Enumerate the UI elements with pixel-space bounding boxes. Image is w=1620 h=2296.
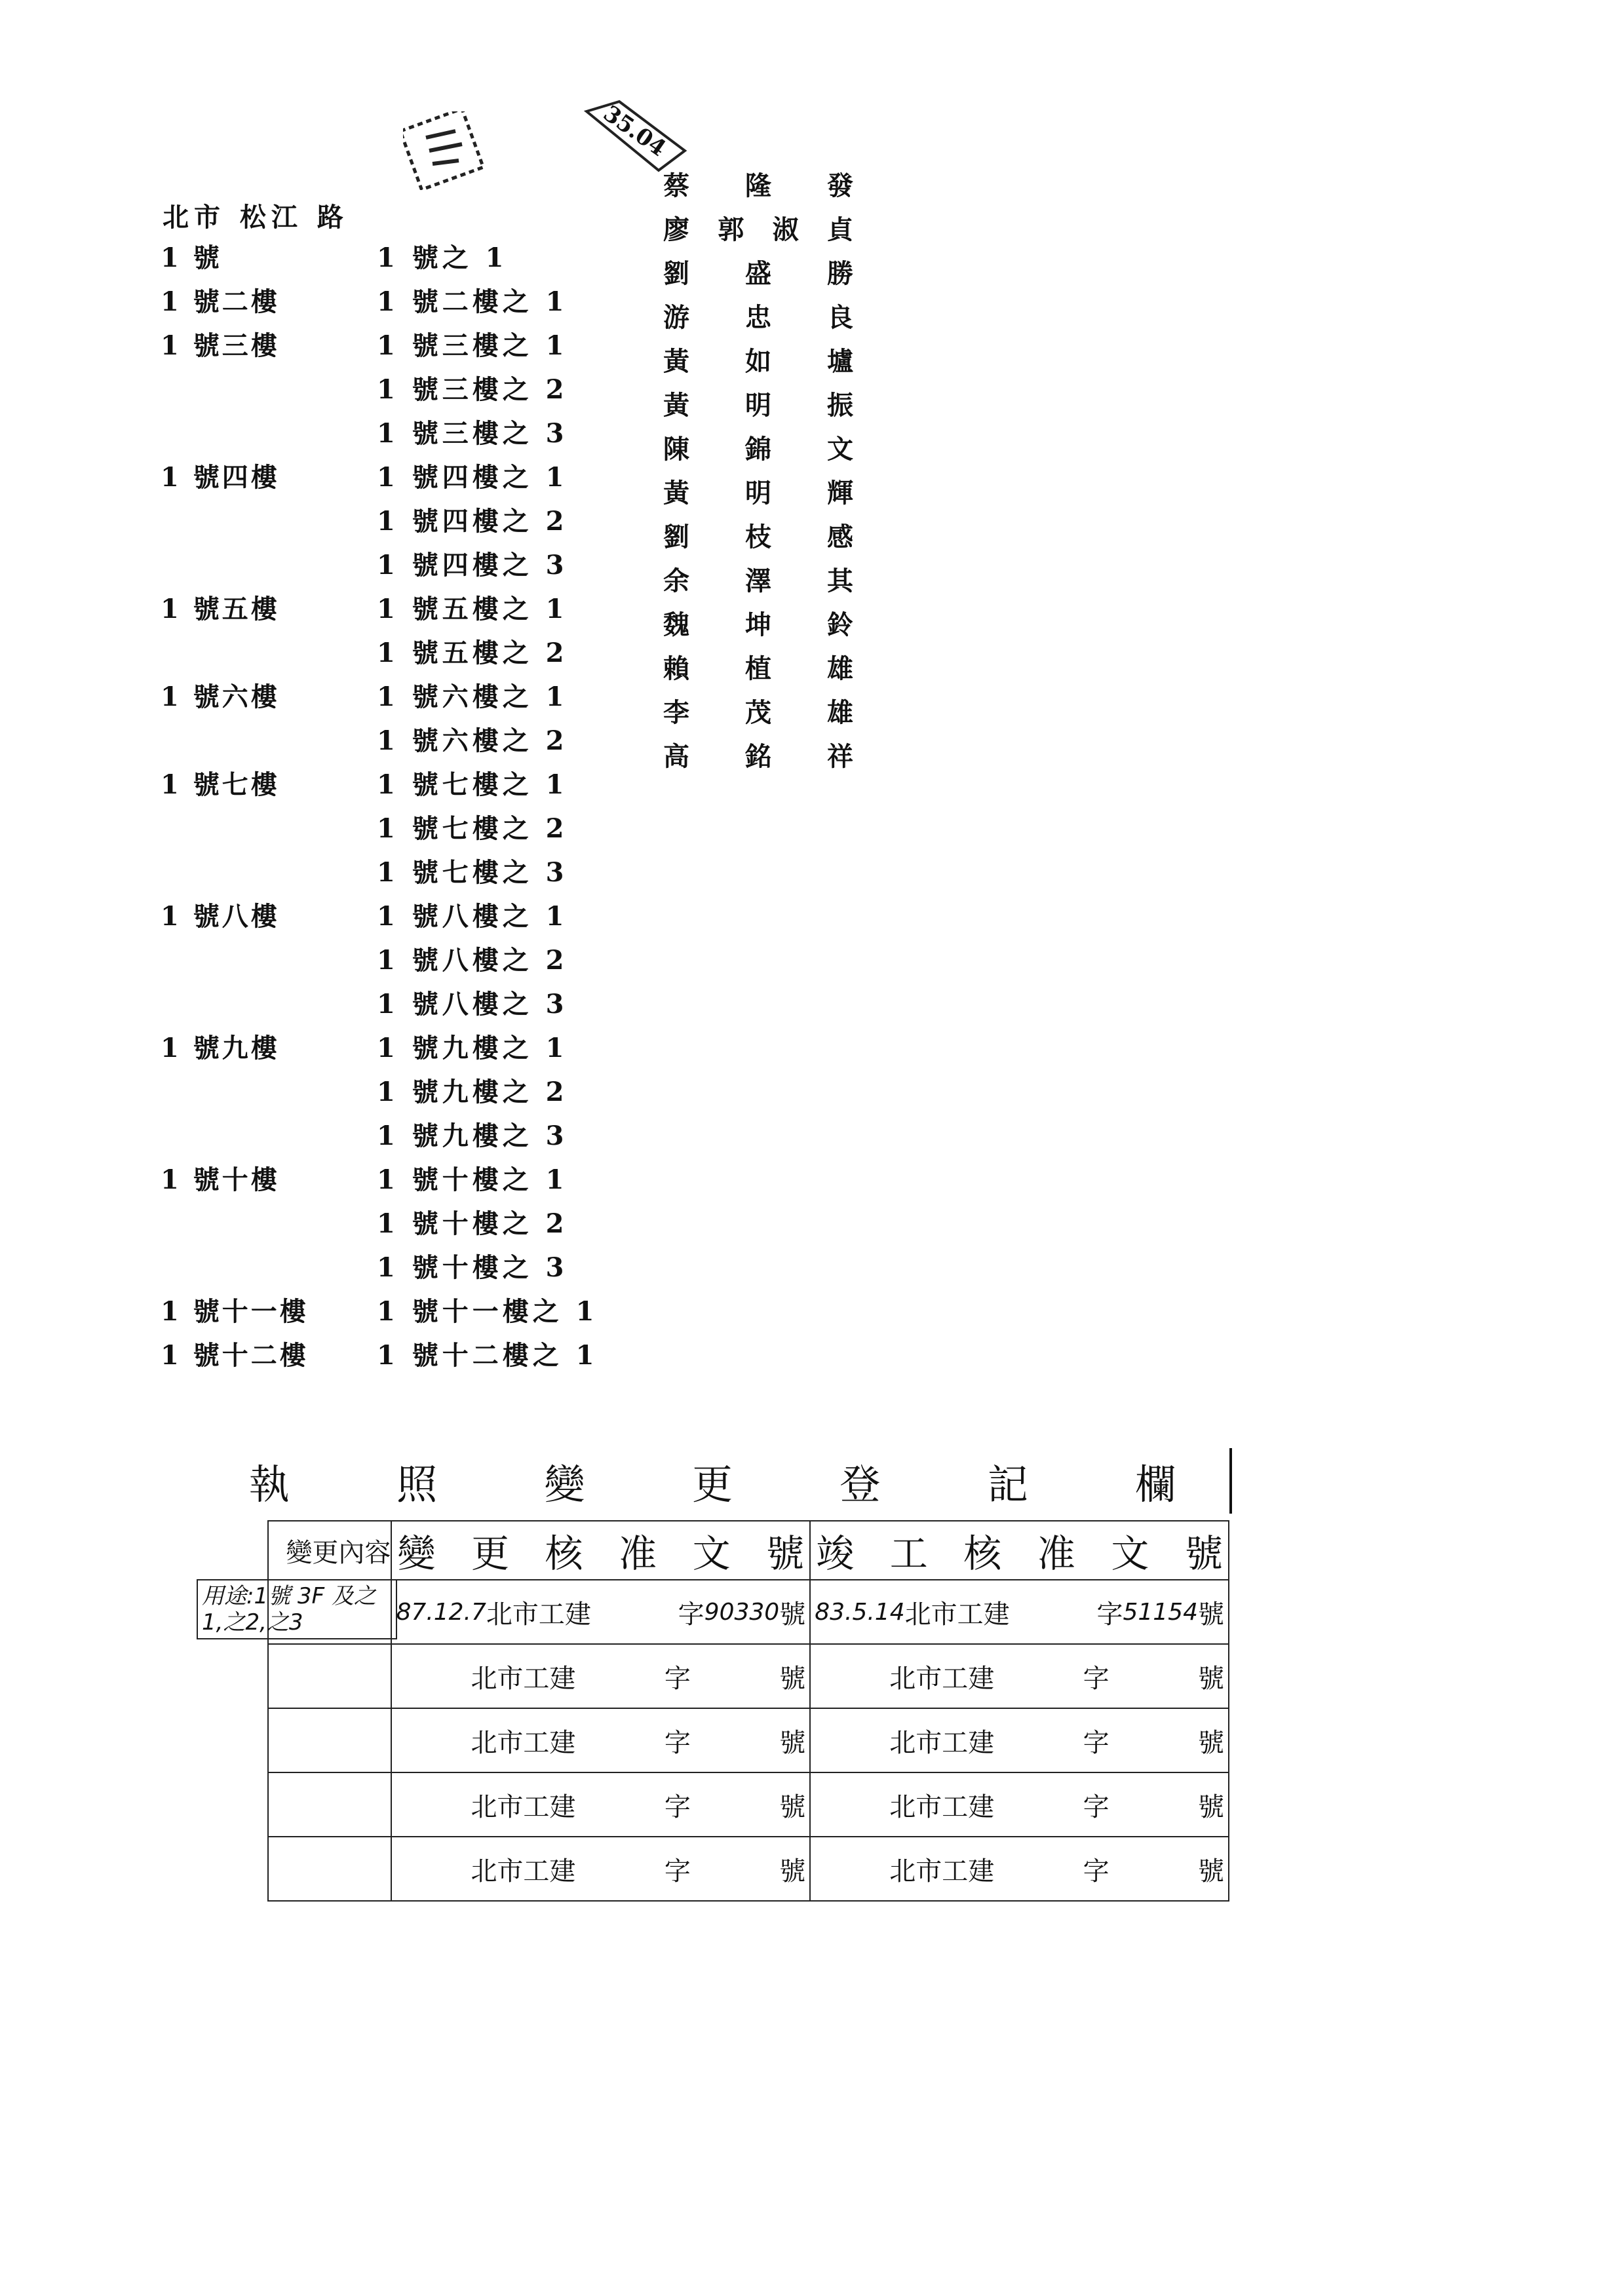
seal-stamp bbox=[403, 111, 488, 190]
date-stamp-text: 35.04 bbox=[598, 100, 671, 162]
address-b: 1 號八樓之 1 bbox=[377, 901, 568, 932]
address-b: 1 號八樓之 3 bbox=[377, 989, 568, 1020]
change-approval-cell: 北市工建 字 號 bbox=[391, 1708, 810, 1772]
name-row: 賴 植 雄 bbox=[663, 653, 853, 684]
address-b: 1 號五樓之 2 bbox=[377, 638, 568, 668]
address-b: 1 號七樓之 1 bbox=[377, 769, 568, 800]
change-content-cell bbox=[268, 1708, 391, 1772]
street-heading: 北市 松江 路 bbox=[163, 202, 349, 233]
header-completion-approval: 竣 工 核 准 文 號 bbox=[810, 1521, 1229, 1580]
address-a: 1 號十一樓 bbox=[161, 1296, 309, 1327]
address-b: 1 號九樓之 3 bbox=[377, 1120, 568, 1151]
address-b: 1 號三樓之 2 bbox=[377, 374, 568, 405]
address-b: 1 號九樓之 2 bbox=[377, 1077, 568, 1107]
change-approval-cell: 北市工建 字 號 bbox=[391, 1644, 810, 1708]
address-b: 1 號十二樓之 1 bbox=[377, 1340, 598, 1371]
address-a: 1 號十二樓 bbox=[161, 1340, 309, 1371]
table-row bbox=[268, 1837, 1229, 1901]
address-a: 1 號九樓 bbox=[161, 1033, 280, 1063]
completion-approval-cell: 北市工建 字 號 bbox=[810, 1837, 1229, 1901]
name-row: 黃 明 振 bbox=[663, 390, 853, 421]
change-content-cell bbox=[268, 1837, 391, 1901]
register-title: 執 照 變 更 登 記 欄 bbox=[195, 1448, 1232, 1514]
change-approval-cell: 87.12.7 北市工建 字 90330 號 bbox=[391, 1580, 810, 1644]
completion-approval-cell: 83.5.14 北市工建 字 51154 號 bbox=[810, 1580, 1229, 1644]
address-b: 1 號十一樓之 1 bbox=[377, 1296, 598, 1327]
change-content-cell bbox=[268, 1644, 391, 1708]
name-row: 陳 錦 文 bbox=[663, 434, 853, 465]
address-a: 1 號 bbox=[161, 242, 222, 273]
completion-approval-cell: 北市工建 字 號 bbox=[810, 1644, 1229, 1708]
register-header-row bbox=[268, 1521, 1229, 1580]
change-approval-cell: 北市工建 字 號 bbox=[391, 1837, 810, 1901]
address-b: 1 號五樓之 1 bbox=[377, 594, 568, 624]
header-change-content: 變更內容 bbox=[268, 1521, 391, 1580]
name-row: 游 忠 良 bbox=[663, 302, 853, 333]
address-b: 1 號四樓之 1 bbox=[377, 462, 568, 493]
address-b: 1 號八樓之 2 bbox=[377, 945, 568, 976]
completion-approval-cell: 北市工建 字 號 bbox=[810, 1708, 1229, 1772]
name-row: 魏 坤 鈴 bbox=[663, 609, 853, 640]
register-table bbox=[267, 1520, 1229, 1902]
address-b: 1 號七樓之 2 bbox=[377, 813, 568, 844]
address-a: 1 號二樓 bbox=[161, 286, 280, 317]
address-a: 1 號四樓 bbox=[161, 462, 280, 493]
address-b: 1 號十樓之 3 bbox=[377, 1252, 568, 1283]
address-a: 1 號五樓 bbox=[161, 594, 280, 624]
table-row bbox=[268, 1772, 1229, 1837]
address-a: 1 號三樓 bbox=[161, 330, 280, 361]
address-a: 1 號六樓 bbox=[161, 681, 280, 712]
address-b: 1 號七樓之 3 bbox=[377, 857, 568, 888]
address-b: 1 號之 1 bbox=[377, 242, 508, 273]
change-approval-cell: 北市工建 字 號 bbox=[391, 1772, 810, 1837]
address-b: 1 號十樓之 2 bbox=[377, 1208, 568, 1239]
name-row: 黃 如 壚 bbox=[663, 346, 853, 377]
table-row bbox=[268, 1580, 1229, 1644]
address-b: 1 號三樓之 3 bbox=[377, 418, 568, 449]
name-row: 李 茂 雄 bbox=[663, 697, 853, 728]
table-row bbox=[268, 1708, 1229, 1772]
name-row: 蔡 隆 發 bbox=[663, 170, 853, 201]
name-row: 余 澤 其 bbox=[663, 565, 853, 596]
address-a: 1 號八樓 bbox=[161, 901, 280, 932]
address-b: 1 號六樓之 1 bbox=[377, 681, 568, 712]
header-change-approval: 變 更 核 准 文 號 bbox=[391, 1521, 810, 1580]
owner-names bbox=[663, 164, 853, 778]
completion-approval-cell: 北市工建 字 號 bbox=[810, 1772, 1229, 1837]
table-row bbox=[268, 1644, 1229, 1708]
address-b: 1 號四樓之 3 bbox=[377, 550, 568, 581]
name-row: 高 銘 祥 bbox=[663, 741, 853, 772]
name-row: 劉 盛 勝 bbox=[663, 258, 853, 289]
address-b: 1 號十樓之 1 bbox=[377, 1164, 568, 1195]
address-b: 1 號三樓之 1 bbox=[377, 330, 568, 361]
address-a: 1 號七樓 bbox=[161, 769, 280, 800]
address-b: 1 號四樓之 2 bbox=[377, 506, 568, 537]
usage-note: 用途:1號 3F 及之1,之2,之3 bbox=[197, 1579, 397, 1639]
address-b: 1 號九樓之 1 bbox=[377, 1033, 568, 1063]
name-row: 劉 枝 感 bbox=[663, 522, 853, 552]
name-row: 黃 明 輝 bbox=[663, 478, 853, 508]
address-b: 1 號二樓之 1 bbox=[377, 286, 568, 317]
name-row: 廖 郭 淑 貞 bbox=[663, 214, 853, 245]
change-content-cell bbox=[268, 1772, 391, 1837]
address-b: 1 號六樓之 2 bbox=[377, 725, 568, 756]
address-a: 1 號十樓 bbox=[161, 1164, 280, 1195]
